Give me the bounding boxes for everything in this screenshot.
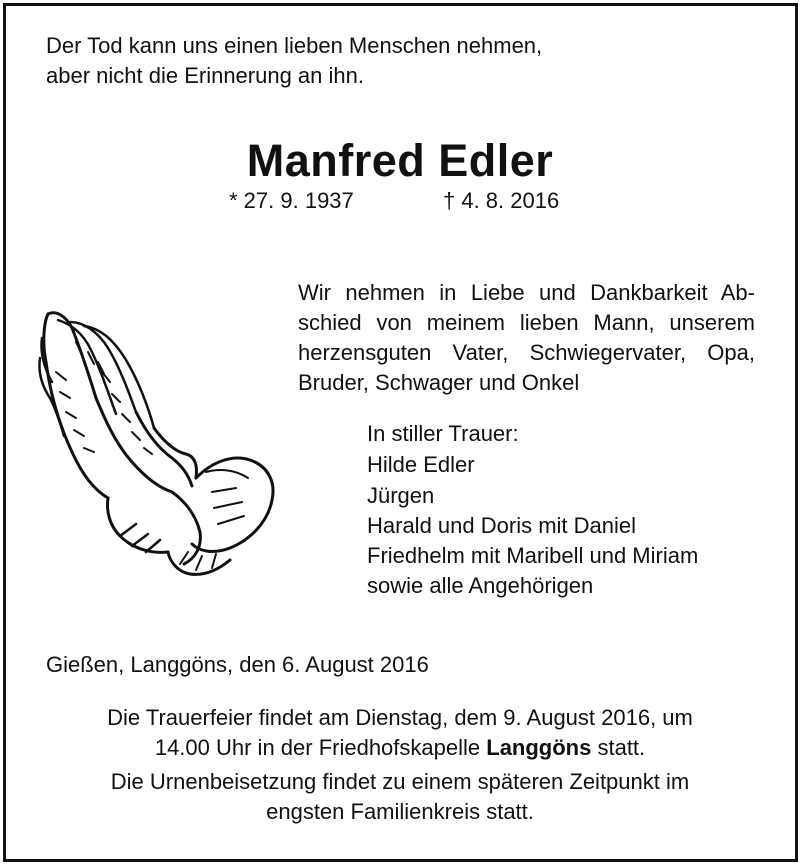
mourner-name: Jürgen [367,483,435,508]
burial-line-2: engsten Familienkreis statt. [266,799,534,824]
death-date: † 4. 8. 2016 [443,188,560,213]
mourner-name: sowie alle Angehörigen [367,573,594,598]
quote-line-1: Der Tod kann uns einen lieben Menschen nehmen, [46,33,543,58]
farewell-text [298,278,755,398]
burial-line-1: Die Urnenbeisetzung findet zu einem späteren Zeitpunkt im [110,769,690,794]
ceremony-text: 14.00 Uhr in der Friedhofskapelle [154,735,487,760]
quote-line-2: aber nicht die Erinnerung an ihn. [46,63,364,88]
birth-date: * 27. 9. 1937 [229,188,354,213]
mourner-name: Hilde Edler [367,452,475,477]
ceremony-line-2 [0,733,800,763]
mourner-name: Friedhelm mit Maribell und Miriam [367,543,699,568]
ceremony-line-1: Die Trauerfeier findet am Dienstag, dem 9. August 2016, um [107,705,693,730]
mourner-name: Harald und Doris mit Daniel [367,513,636,538]
farewell-line-1: Wir nehmen in Liebe und Dankbarkeit Ab- [298,280,755,305]
farewell-line-4: Bruder, Schwager und Onkel [298,370,580,395]
farewell-line-2: schied von meinem lieben Mann, unserem [298,310,755,335]
deceased-name: Manfred Edler [246,135,554,186]
farewell-line-3: herzensguten Vater, Schwiegervater, Opa, [298,340,755,365]
mourners-heading: In stiller Trauer: [367,421,519,446]
ceremony-text-end: statt. [591,735,646,760]
place-date: Gießen, Langgöns, den 6. August 2016 [46,652,429,677]
praying-hands-icon [36,302,280,580]
ceremony-location: Langgöns [486,735,592,760]
